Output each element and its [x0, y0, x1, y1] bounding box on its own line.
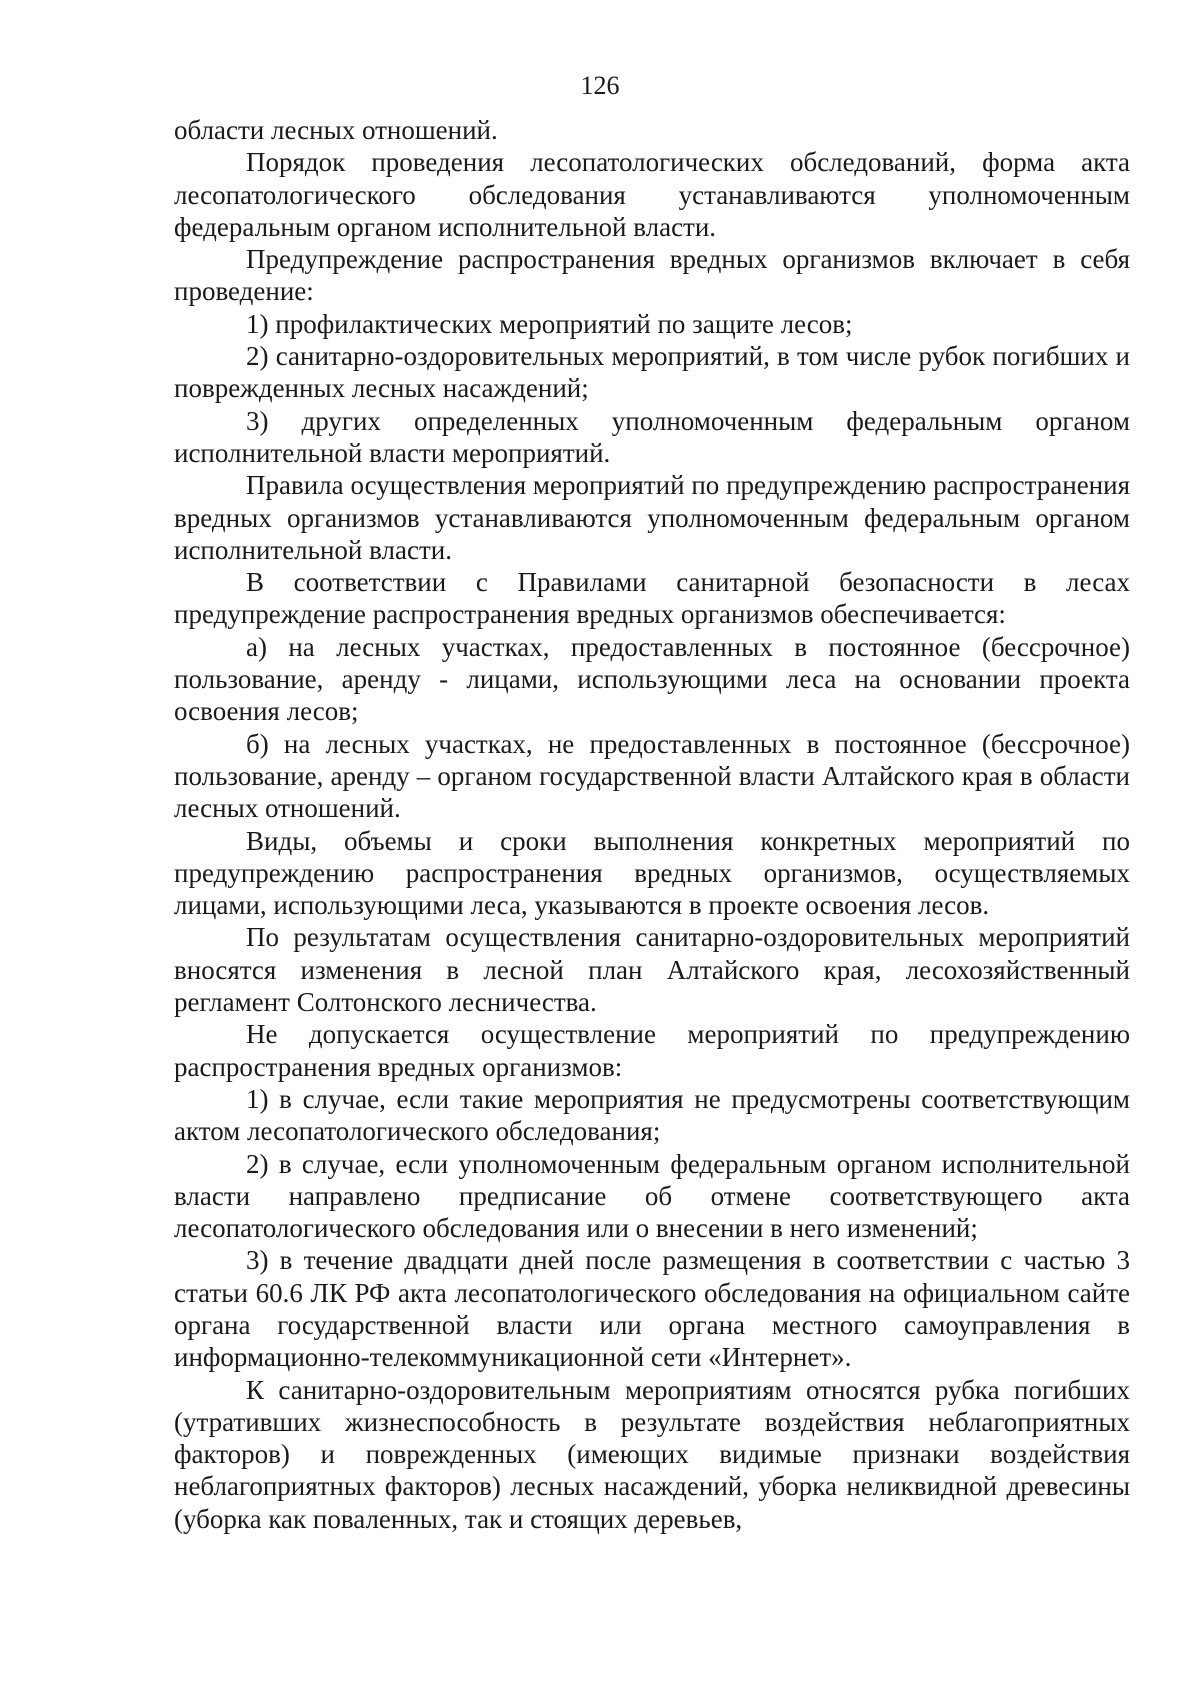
- document-body: [174, 114, 1130, 1535]
- paragraph-prevention-intro: Предупреждение распространения вредных организмов включает в себя проведение:: [174, 244, 1130, 307]
- list-item-not-allowed-3: 3) в течение двадцати дней после размещения в соответствии с частью 3 статьи 60.6 ЛК РФ акта лесопатологического обследования на официальном сайте органа государственной власти или органа местного самоуправления в информационно-телекоммуникационной сети «Интернет».: [174, 1245, 1130, 1373]
- paragraph-continuation: области лесных отношений.: [174, 115, 498, 145]
- paragraph-not-allowed: Не допускается осуществление мероприятий по предупреждению распространения вредных организмов:: [174, 1019, 1130, 1082]
- paragraph-sanitary-rules: В соответствии с Правилами санитарной безопасности в лесах предупреждение распространения вредных организмов обеспечивается:: [174, 567, 1130, 630]
- list-item-prevention-2: 2) санитарно-оздоровительных мероприятий, в том числе рубок погибших и поврежденных лесных насаждений;: [174, 341, 1130, 404]
- page-number: 126: [580, 71, 620, 100]
- list-item-prevention-1: 1) профилактических мероприятий по защите лесов;: [246, 308, 853, 339]
- paragraph-types-volumes: Виды, объемы и сроки выполнения конкретных мероприятий по предупреждению распространения вредных организмов, осуществляемых лицами, использующими леса, указываются в проекте освоения лесов.: [174, 825, 1130, 921]
- list-item-a: а) на лесных участках, предоставленных в постоянное (бессрочное) пользование, аренду - лицами, использующими леса на основании проекта освоения лесов;: [174, 631, 1130, 727]
- list-item-b: б) на лесных участках, не предоставленных в постоянное (бессрочное) пользование, аренду – органом государственной власти Алтайского края в области лесных отношений.: [174, 728, 1130, 824]
- paragraph-results: По результатам осуществления санитарно-оздоровительных мероприятий вносятся изменения в лесной план Алтайского края, лесохозяйственный регламент Солтонского лесничества.: [174, 922, 1130, 1018]
- list-item-not-allowed-1: 1) в случае, если такие мероприятия не предусмотрены соответствующим актом лесопатологического обследования;: [174, 1083, 1130, 1147]
- list-item-prevention-3: 3) других определенных уполномоченным федеральным органом исполнительной власти мероприятий.: [174, 405, 1130, 468]
- paragraph-rules: Правила осуществления мероприятий по предупреждению распространения вредных организмов устанавливаются уполномоченным федеральным органом исполнительной власти.: [174, 470, 1130, 565]
- paragraph-sanitary-measures: К санитарно-оздоровительным мероприятиям относятся рубка погибших (утративших жизнеспособность в результате воздействия неблагоприятных факторов) и поврежденных (имеющих видимые признаки воздействия неблагоприятных факторов) лесных насаждений, уборка неликвидной древесины (уборка как поваленных, так и стоящих деревьев,: [174, 1374, 1130, 1534]
- list-item-not-allowed-2: 2) в случае, если уполномоченным федеральным органом исполнительной власти направлено предписание об отмене соответствующего акта лесопатологического обследования или о внесении в него изменений;: [174, 1148, 1130, 1244]
- paragraph-survey-procedure: Порядок проведения лесопатологических обследований, форма акта лесопатологического обследования устанавливаются уполномоченным федеральным органом исполнительной власти.: [174, 147, 1130, 242]
